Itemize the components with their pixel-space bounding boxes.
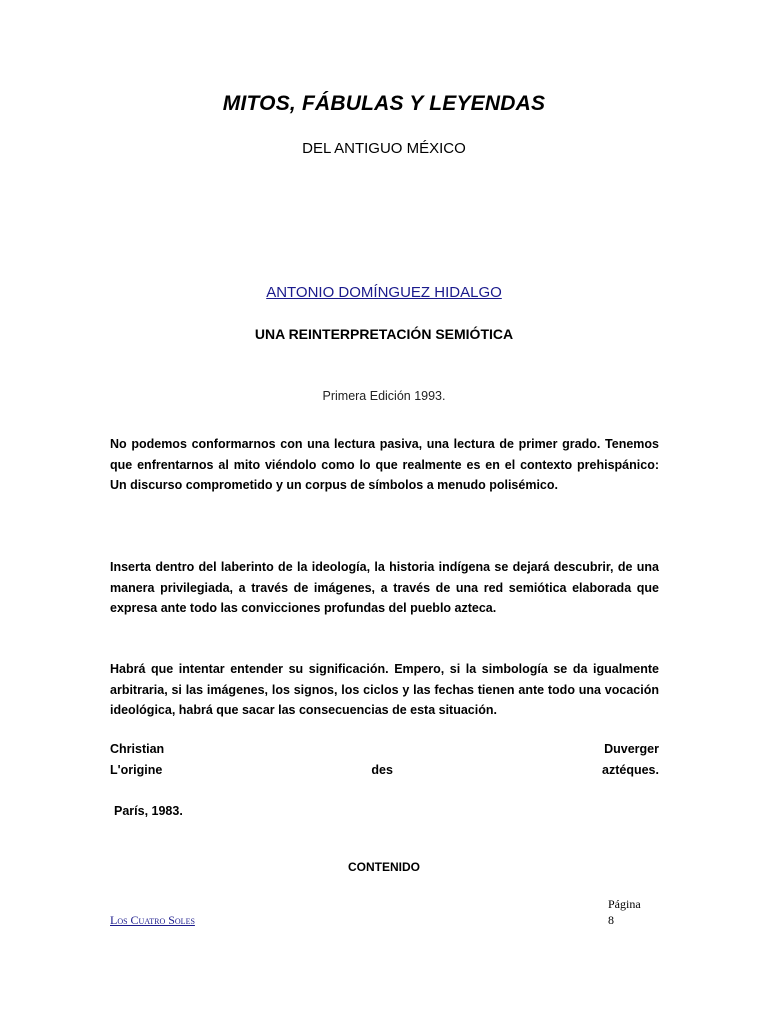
book-title: MITOS, FÁBULAS Y LEYENDAS bbox=[222, 92, 546, 115]
quote-paragraph-3: Habrá que intentar entender su significación. Empero, si la simbología se da igualmente arbitraria, si las imágenes, los signos, los ciclos y las fechas tienen ante todo una vocación ideológica, habrá que sacar las consecuencias de esta situación. bbox=[110, 662, 659, 717]
toc-entry bbox=[110, 913, 195, 928]
toc-page-value: 8 bbox=[608, 913, 614, 927]
toc-page-label: Página bbox=[608, 897, 641, 911]
attribution-author bbox=[110, 742, 659, 756]
attribution-last-name: Duverger bbox=[604, 742, 659, 756]
book-subtitle: DEL ANTIGUO MÉXICO bbox=[302, 140, 466, 157]
author-link[interactable]: ANTONIO DOMÍNGUEZ HIDALGO bbox=[266, 284, 502, 301]
edition-note: Primera Edición 1993. bbox=[322, 389, 446, 403]
attribution-work-word-2: des bbox=[371, 763, 393, 777]
author-block bbox=[0, 284, 768, 301]
toc-entry-link[interactable]: Los Cuatro Soles bbox=[110, 913, 195, 927]
toc-page-number bbox=[608, 896, 641, 928]
attribution-work-word-3: aztéques. bbox=[602, 763, 659, 777]
attribution-work bbox=[110, 763, 659, 777]
attribution-work-word-1: L'origine bbox=[110, 763, 163, 777]
attribution-first-name: Christian bbox=[110, 742, 165, 756]
attribution-place-date: París, 1983. bbox=[114, 804, 183, 818]
quote-paragraph-1: No podemos conformarnos con una lectura pasiva, una lectura de primer grado. Tenemos que enfrentarnos al mito viéndolo como lo que realmente es en el contexto prehispánico: Un discurso comprometido y un corpus de símbolos a menudo polisémico. bbox=[110, 437, 659, 492]
contents-heading: CONTENIDO bbox=[348, 860, 420, 874]
quote-paragraph-2: Inserta dentro del laberinto de la ideología, la historia indígena se dejará descubrir, de una manera privilegiada, a través de imágenes, a través de una red semiótica elaborada que expresa ante todo las convicciones profundas del pueblo azteca. bbox=[110, 560, 659, 615]
work-type-heading: UNA REINTERPRETACIÓN SEMIÓTICA bbox=[254, 326, 514, 342]
